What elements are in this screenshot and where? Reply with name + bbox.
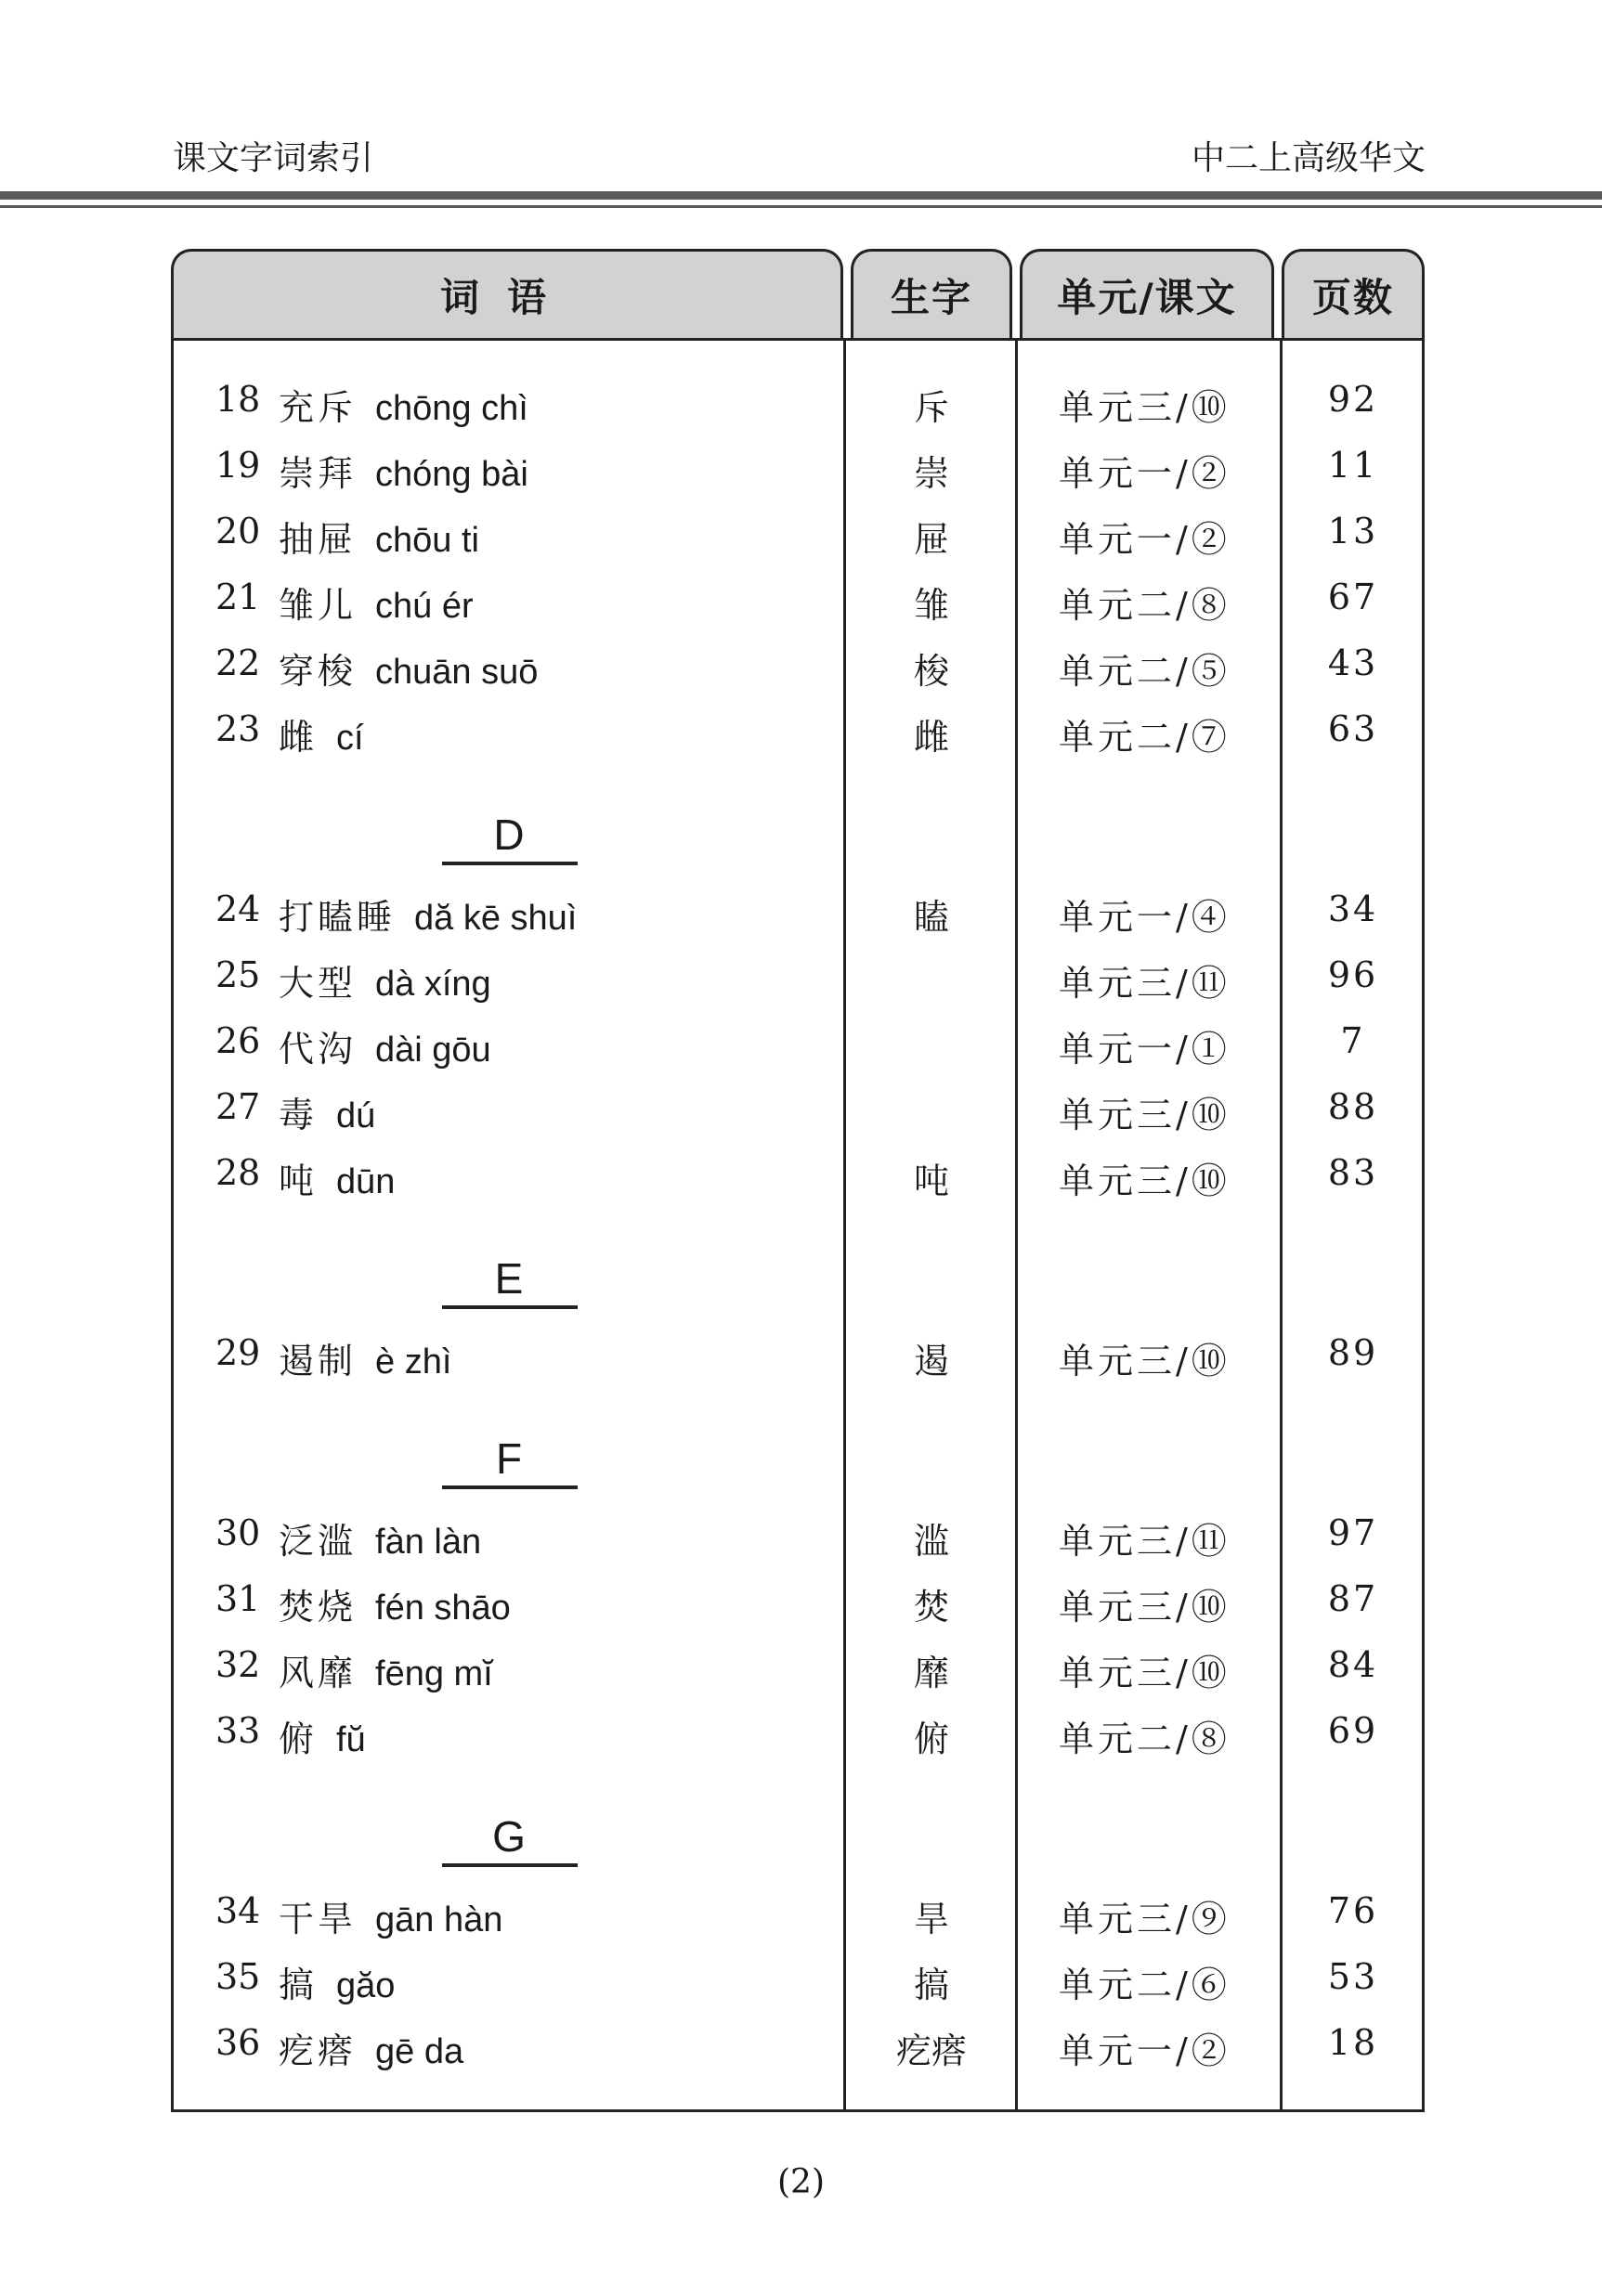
- table-row: [0, 511, 1602, 566]
- row-page: 34: [1327, 889, 1379, 929]
- section-letter-underline: [442, 862, 578, 865]
- row-number: 35: [215, 1956, 261, 1997]
- row-page: 96: [1327, 954, 1379, 995]
- row-unit: 单元三/⑪: [1059, 963, 1231, 1004]
- row-unit: 单元一/①: [1059, 1029, 1231, 1070]
- row-word: 打瞌睡: [279, 897, 397, 938]
- row-number: 21: [215, 577, 261, 617]
- row-word: 搞: [279, 1965, 319, 2005]
- column-header-words: 词语: [171, 249, 843, 338]
- row-number: 26: [215, 1020, 261, 1061]
- row-char: 遏: [913, 1341, 949, 1381]
- row-unit: 单元一/②: [1059, 2030, 1231, 2071]
- row-char: 雏: [913, 585, 949, 626]
- table-row: [0, 1956, 1602, 2012]
- row-char: 梭: [913, 651, 949, 692]
- row-page: 84: [1327, 1644, 1379, 1685]
- row-page: 67: [1327, 577, 1379, 617]
- table-row: [0, 379, 1602, 435]
- row-pinyin: gān hàn: [375, 1900, 503, 1939]
- row-word: 俯: [279, 1719, 319, 1759]
- row-page: 88: [1327, 1086, 1379, 1127]
- section-letter-f: F: [495, 1434, 523, 1483]
- row-page: 63: [1327, 708, 1379, 749]
- row-number: 19: [215, 445, 261, 486]
- row-word: 穿梭: [279, 651, 358, 692]
- row-pinyin: fén shāo: [375, 1589, 511, 1628]
- section-letter-e: E: [494, 1254, 524, 1303]
- page-number: (2): [777, 2163, 825, 2201]
- row-page: 87: [1327, 1578, 1379, 1619]
- row-page: 69: [1327, 1710, 1379, 1751]
- row-number: 24: [215, 889, 261, 929]
- row-pinyin: chōu ti: [375, 521, 479, 560]
- row-pinyin: gē da: [375, 2032, 464, 2071]
- row-unit: 单元二/⑥: [1059, 1965, 1231, 2005]
- table-row: [0, 1086, 1602, 1142]
- row-number: 23: [215, 708, 261, 749]
- row-pinyin: fàn làn: [375, 1523, 482, 1562]
- row-page: 13: [1327, 511, 1379, 551]
- row-word: 干旱: [279, 1899, 358, 1939]
- running-head-title: 课文字词索引: [173, 139, 374, 177]
- row-word: 泛滥: [279, 1521, 358, 1562]
- row-word: 吨: [279, 1161, 319, 1201]
- row-word: 大型: [279, 963, 358, 1004]
- row-pinyin: dà xíng: [375, 965, 491, 1004]
- section-letter-underline: [442, 1863, 578, 1867]
- row-page: 89: [1327, 1332, 1379, 1373]
- row-page: 7: [1340, 1020, 1366, 1061]
- row-unit: 单元一/②: [1059, 453, 1231, 494]
- row-pinyin: chóng bài: [375, 455, 528, 494]
- row-pinyin: dă kē shuì: [414, 899, 578, 938]
- row-page: 97: [1327, 1512, 1379, 1553]
- table-row: [0, 642, 1602, 698]
- row-word: 雏儿: [279, 585, 358, 626]
- row-unit: 单元一/④: [1059, 897, 1231, 938]
- row-pinyin: chuān suō: [375, 653, 539, 692]
- table-row: [0, 1152, 1602, 1208]
- row-page: 92: [1327, 379, 1379, 420]
- row-word: 风靡: [279, 1653, 358, 1693]
- table-row: [0, 1644, 1602, 1700]
- row-number: 33: [215, 1710, 261, 1751]
- row-word: 充斥: [279, 387, 358, 428]
- row-char: 吨: [913, 1161, 949, 1201]
- row-char: 雌: [913, 717, 949, 758]
- table-row: [0, 1710, 1602, 1766]
- row-char: 焚: [913, 1587, 949, 1628]
- row-char: 疙瘩: [895, 2030, 967, 2071]
- row-number: 25: [215, 954, 261, 995]
- row-number: 36: [215, 2022, 261, 2063]
- row-pinyin: è zhì: [375, 1343, 452, 1381]
- row-page: 83: [1327, 1152, 1379, 1193]
- row-char: 俯: [913, 1719, 949, 1759]
- row-char: 瞌: [913, 897, 949, 938]
- row-word: 代沟: [279, 1029, 358, 1070]
- row-char: 滥: [913, 1521, 949, 1562]
- table-row: [0, 445, 1602, 500]
- section-letter-g: G: [492, 1812, 526, 1861]
- row-number: 32: [215, 1644, 261, 1685]
- column-header-char: 生字: [851, 249, 1012, 338]
- row-number: 28: [215, 1152, 261, 1193]
- row-number: 27: [215, 1086, 261, 1127]
- row-char: 搞: [913, 1965, 949, 2005]
- row-unit: 单元三/⑩: [1059, 387, 1231, 428]
- row-number: 20: [215, 511, 261, 551]
- row-number: 30: [215, 1512, 261, 1553]
- row-unit: 单元二/⑦: [1059, 717, 1231, 758]
- row-char: 斥: [913, 387, 949, 428]
- row-number: 31: [215, 1578, 261, 1619]
- row-unit: 单元三/⑩: [1059, 1161, 1231, 1201]
- row-unit: 单元三/⑨: [1059, 1899, 1231, 1939]
- row-unit: 单元二/⑤: [1059, 651, 1231, 692]
- row-word: 遏制: [279, 1341, 358, 1381]
- row-char: 屉: [913, 519, 949, 560]
- table-row: [0, 1578, 1602, 1634]
- row-pinyin: cí: [336, 719, 364, 758]
- row-unit: 单元二/⑧: [1059, 1719, 1231, 1759]
- table-row: [0, 1512, 1602, 1568]
- row-page: 53: [1327, 1956, 1379, 1997]
- row-number: 34: [215, 1890, 261, 1931]
- row-number: 29: [215, 1332, 261, 1373]
- table-row: [0, 1890, 1602, 1946]
- section-letter-underline: [442, 1485, 578, 1489]
- row-word: 崇拜: [279, 453, 358, 494]
- row-word: 疙瘩: [279, 2030, 358, 2071]
- row-unit: 单元三/⑩: [1059, 1341, 1231, 1381]
- row-number: 22: [215, 642, 261, 683]
- row-unit: 单元三/⑩: [1059, 1653, 1231, 1693]
- row-word: 毒: [279, 1095, 319, 1135]
- row-pinyin: fŭ: [336, 1720, 366, 1759]
- row-word: 雌: [279, 717, 319, 758]
- row-pinyin: dūn: [336, 1162, 396, 1201]
- table-row: [0, 1020, 1602, 1076]
- row-pinyin: chōng chì: [375, 389, 528, 428]
- row-unit: 单元二/⑧: [1059, 585, 1231, 626]
- row-page: 76: [1327, 1890, 1379, 1931]
- row-page: 18: [1327, 2022, 1379, 2063]
- running-head-book: 中二上高级华文: [1191, 139, 1426, 177]
- table-row: [0, 954, 1602, 1010]
- table-row: [0, 577, 1602, 632]
- row-pinyin: fēng mĭ: [375, 1654, 493, 1693]
- row-word: 抽屉: [279, 519, 358, 560]
- row-char: 旱: [913, 1899, 949, 1939]
- row-pinyin: găo: [336, 1966, 396, 2005]
- row-char: 靡: [913, 1653, 949, 1693]
- row-char: 崇: [913, 453, 949, 494]
- table-row: [0, 889, 1602, 944]
- table-row: [0, 2022, 1602, 2078]
- column-header-pages: 页数: [1282, 249, 1425, 338]
- row-page: 11: [1327, 445, 1379, 486]
- section-letter-d: D: [493, 811, 525, 859]
- row-word: 焚烧: [279, 1587, 358, 1628]
- row-unit: 单元一/②: [1059, 519, 1231, 560]
- section-letter-underline: [442, 1305, 578, 1309]
- row-pinyin: dú: [336, 1096, 376, 1135]
- column-header-unit: 单元/课文: [1020, 249, 1274, 338]
- table-row: [0, 708, 1602, 764]
- row-pinyin: dài gōu: [375, 1031, 491, 1070]
- header-rule-thick: [0, 191, 1602, 200]
- row-pinyin: chú ér: [375, 587, 474, 626]
- row-page: 43: [1327, 642, 1379, 683]
- row-number: 18: [215, 379, 261, 420]
- row-unit: 单元三/⑪: [1059, 1521, 1231, 1562]
- row-unit: 单元三/⑩: [1059, 1095, 1231, 1135]
- header-rule-thin: [0, 205, 1602, 208]
- table-row: [0, 1332, 1602, 1388]
- row-unit: 单元三/⑩: [1059, 1587, 1231, 1628]
